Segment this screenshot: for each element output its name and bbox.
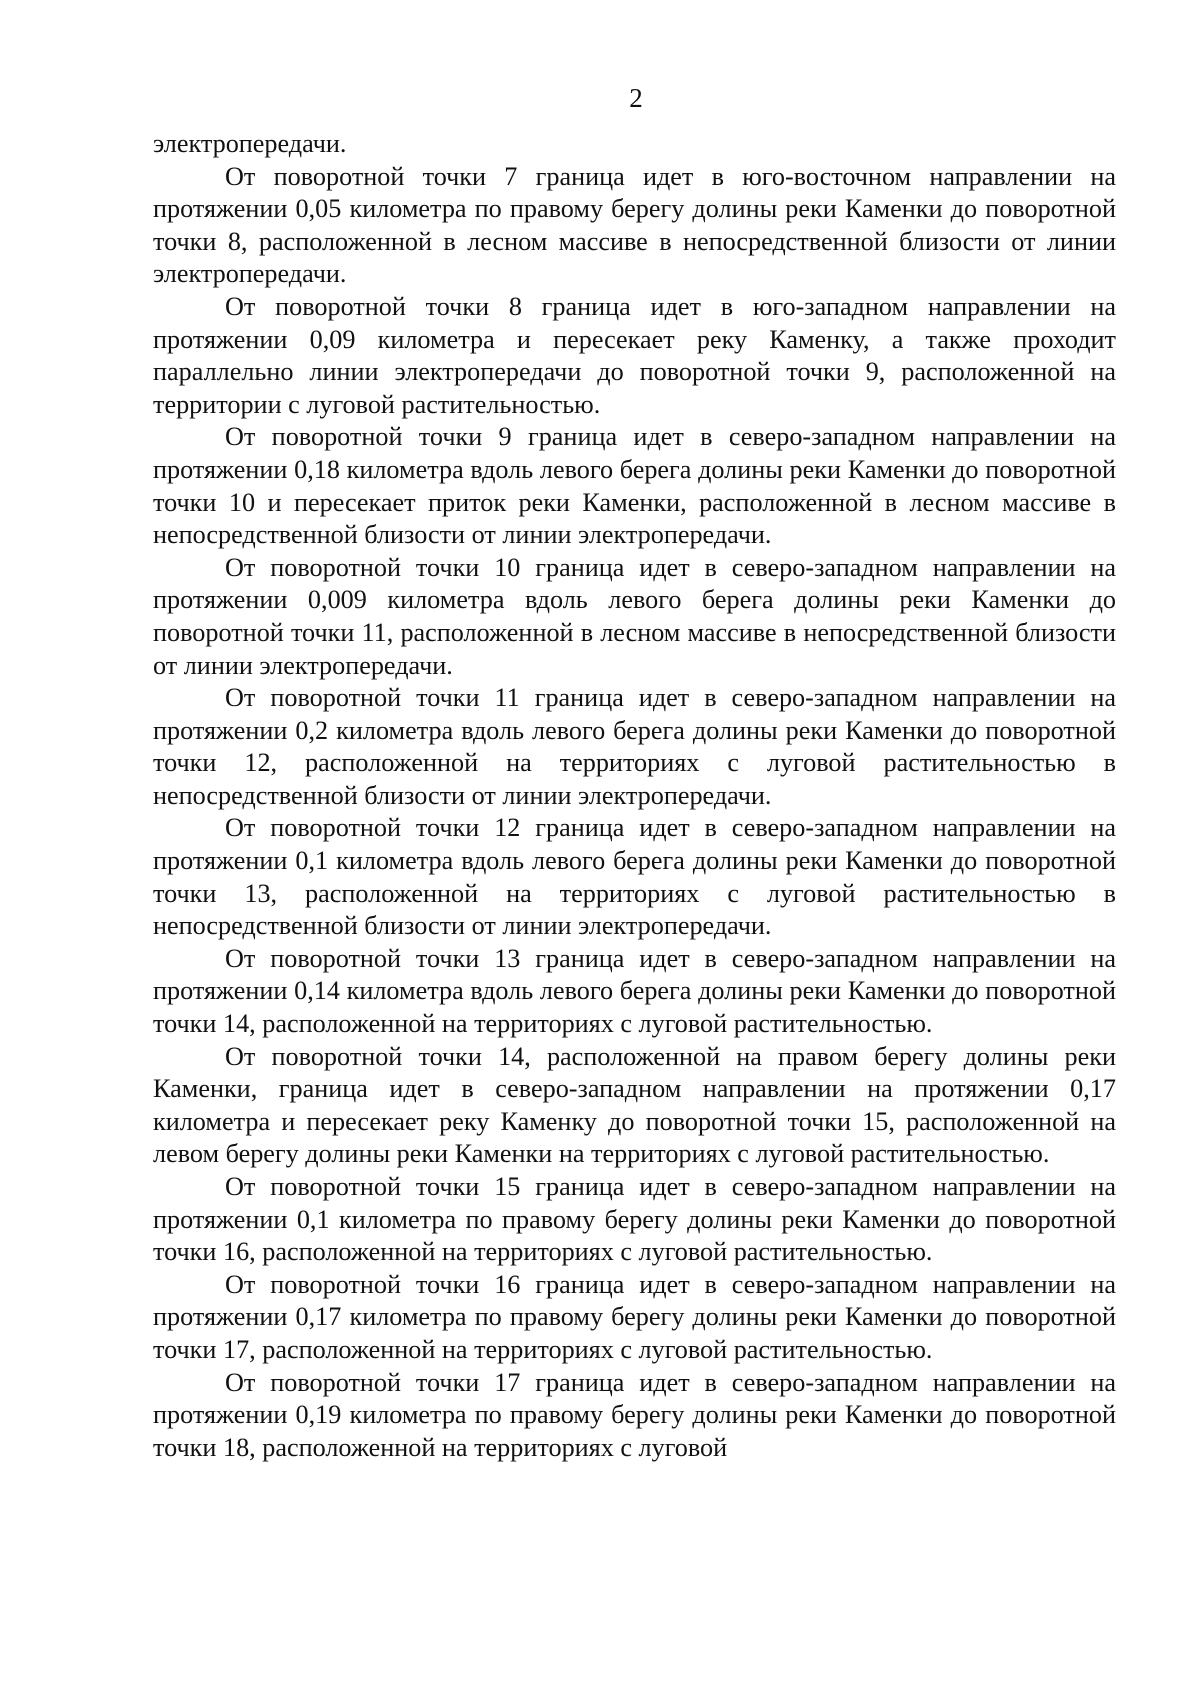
paragraph: От поворотной точки 16 граница идет в северо-западном направлении на протяжении 0,17 километра по правому берегу долины реки Каменки до поворотной точки 17, расположенной на территориях с луговой растительностью. [153,1269,1116,1364]
paragraph: От поворотной точки 15 граница идет в северо-западном направлении на протяжении 0,1 километра по правому берегу долины реки Каменки до поворотной точки 16, расположенной на территориях с луговой растительностью. [153,1172,1116,1267]
paragraph: От поворотной точки 12 граница идет в северо-западном направлении на протяжении 0,1 километра вдоль левого берега долины реки Каменки до поворотной точки 13, расположенной на территориях с луговой растительностью в непосредственной близости от линии электропередачи. [153,813,1116,941]
document-body [153,128,1116,1464]
paragraph: электропередачи. [153,129,347,158]
paragraph: От поворотной точки 14, расположенной на правом берегу долины реки Каменки, граница идет в северо-западном направлении на протяжении 0,17 километра и пересекает реку Каменку до поворотной точки 15, расположенной на левом берегу долины реки Каменки на территориях с луговой растительностью. [153,1041,1116,1169]
paragraph: От поворотной точки 9 граница идет в северо-западном направлении на протяжении 0,18 километра вдоль левого берега долины реки Каменки до поворотной точки 10 и пересекает приток реки Каменки, расположенной в лесном массиве в непосредственной близости от линии электропередачи. [153,422,1116,550]
paragraph: От поворотной точки 13 граница идет в северо-западном направлении на протяжении 0,14 километра вдоль левого берега долины реки Каменки до поворотной точки 14, расположенной на территориях с луговой растительностью. [153,943,1116,1039]
paragraph: От поворотной точки 7 граница идет в юго-восточном направлении на протяжении 0,05 километра по правому берегу долины реки Каменки до поворотной точки 8, расположенной в лесном массиве в непосредственной близости от линии электропередачи. [153,161,1116,289]
paragraph: От поворотной точки 8 граница идет в юго-западном направлении на протяжении 0,09 километра и пересекает реку Каменку, а также проходит параллельно линии электропередачи до поворотной точки 9, расположенной на территории с луговой растительностью. [153,291,1116,419]
paragraph: От поворотной точки 17 граница идет в северо-западном направлении на протяжении 0,19 километра по правому берегу долины реки Каменки до поворотной точки 18, расположенной на территориях с луговой [153,1367,1116,1462]
page-number: 2 [629,83,643,113]
paragraph: От поворотной точки 10 граница идет в северо-западном направлении на протяжении 0,009 километра вдоль левого берега долины реки Каменки до поворотной точки 11, расположенной в лесном массиве в непосредственной близости от линии электропередачи. [153,552,1116,680]
paragraph: От поворотной точки 11 граница идет в северо-западном направлении на протяжении 0,2 километра вдоль левого берега долины реки Каменки до поворотной точки 12, расположенной на территориях с луговой растительностью в непосредственной близости от линии электропередачи. [153,683,1116,810]
